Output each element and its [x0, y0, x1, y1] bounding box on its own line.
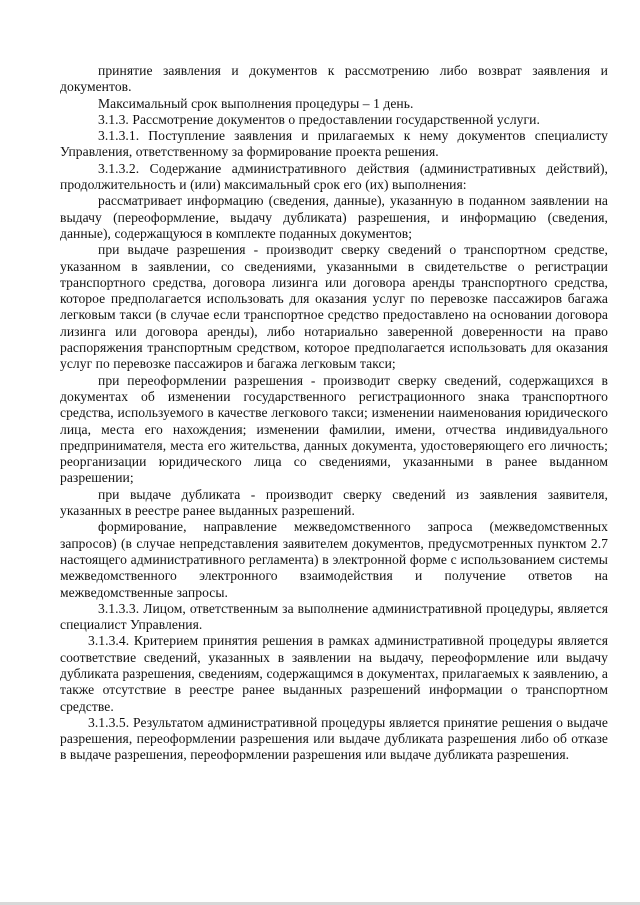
paragraph-acceptance: принятие заявления и документов к рассмотрению либо возврат заявления и документов. — [60, 63, 608, 95]
paragraph-duplicate-check: при выдаче дубликата - производит сверку сведений из заявления заявителя, указанных в реестре ранее выданных разрешений. — [60, 486, 608, 519]
paragraph-interagency-request: формирование, направление межведомственного запроса (межведомственных запросов) (в случае непредставления заявителем документов, предусмотренных пунктом 2.7 настоящего административного регламента) в электронной форме с использованием системы межведомственного электронного взаимодействия и получение ответов на межведомственные запросы. — [60, 519, 608, 600]
document-body — [60, 63, 608, 764]
paragraph-reissue-check: при переоформлении разрешения - производит сверку сведений, содержащихся в документах об изменении государственного регистрационного знака транспортного средства, используемого в качестве легкового такси; изменении наименования юридического лица, места его нахождения; изменении фамилии, имени, отчества индивидуального предпринимателя, места его жительства, данных документа, удостоверяющего его личность; реорганизации юридического лица со сведениями, указанными в ранее выданном разрешении; — [60, 372, 608, 486]
paragraph-3-1-3-1: 3.1.3.1. Поступление заявления и прилагаемых к нему документов специалисту Управления, ответственному за формирование проекта решения. — [60, 128, 608, 160]
paragraph-3-1-3-3: 3.1.3.3. Лицом, ответственным за выполнение административной процедуры, является специалист Управления. — [60, 600, 608, 633]
paragraph-max-term: Максимальный срок выполнения процедуры – 1 день. — [98, 95, 414, 111]
section-heading-3-1-3: 3.1.3. Рассмотрение документов о предоставлении государственной услуги. — [98, 111, 540, 127]
paragraph-3-1-3-5: 3.1.3.5. Результатом административной процедуры является принятие решения о выдаче разрешения, переоформлении разрешения или выдаче дубликата разрешения либо об отказе в выдаче разрешения, переоформлении разрешения или выдаче дубликата разрешения. — [60, 714, 608, 763]
paragraph-3-1-3-2: 3.1.3.2. Содержание административного действия (административных действий), продолжительность и (или) максимальный срок его (их) выполнения: — [60, 160, 608, 193]
paragraph-3-1-3-4: 3.1.3.4. Критерием принятия решения в рамках административной процедуры является соответствие сведений, указанных в заявлении на выдачу, переоформление или выдачу дубликата разрешения, сведениям, содержащимся в документах, прилагаемых к заявлению, а также отсутствие в реестре ранее выданных разрешений информации о транспортном средстве. — [60, 633, 608, 714]
paragraph-reviews-info: рассматривает информацию (сведения, данные), указанную в поданном заявлении на выдачу (переоформление, выдачу дубликата) разрешения, и информацию (сведения, данные), содержащуюся в комплекте поданных документов; — [60, 193, 608, 241]
paragraph-issue-check: при выдаче разрешения - производит сверку сведений о транспортном средстве, указанном в заявлении, со сведениями, указанными в свидетельстве о регистрации транспортного средства, договора лизинга или договора аренды транспортного средства, которое предполагается использовать для оказания услуг по перевозке пассажиров багажа легковым такси (в случае если транспортное средство предоставлено на основании договора лизинга или договора аренды), либо нотариально заверенной доверенности на право распоряжения транспортным средством, которое предполагается использовать для оказания услуг по перевозке пассажиров и багажа легковым такси; — [60, 242, 608, 372]
